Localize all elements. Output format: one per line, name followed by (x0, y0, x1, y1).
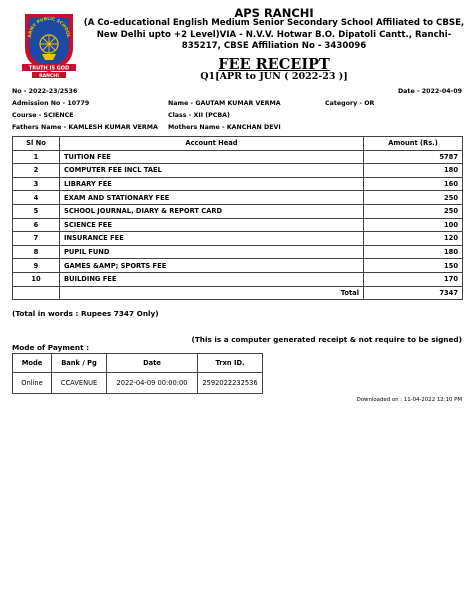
amount-cell: 250 (364, 191, 463, 205)
amount-cell: 250 (364, 204, 463, 218)
svg-text:RANCHI: RANCHI (39, 73, 59, 79)
sl-cell: 9 (13, 259, 60, 273)
payment-header-row (13, 354, 263, 373)
col-mode: Mode (13, 354, 52, 373)
amount-cell: 5787 (364, 150, 463, 164)
school-crest-logo (20, 8, 78, 80)
col-date: Date (107, 354, 198, 373)
amount-cell: 120 (364, 232, 463, 246)
sl-cell: 1 (13, 150, 60, 164)
svg-text:TRUTH IS GOD: TRUTH IS GOD (28, 65, 70, 72)
amount-cell: 100 (364, 218, 463, 232)
sl-cell: 10 (13, 272, 60, 286)
payment-row (13, 373, 263, 394)
col-trxn: Trxn ID. (198, 354, 263, 373)
col-sl-no: Sl No (13, 137, 60, 151)
school-name: APS RANCHI (234, 6, 314, 20)
total-in-words: (Total in words : Rupees 7347 Only) (12, 309, 159, 318)
mother-name: Mothers Name - KANCHAN DEVI (168, 124, 281, 131)
school-description: (A Co-educational English Medium Senior Secondary School Affiliated to CBSE, New Delhi upto +2 Level)VIA - N.V.V. Hotwar B.O. Dipatoli Cantt., Ranchi-835217, CBSE Affiliation No - 3430096 (83, 18, 465, 51)
receipt-period: Q1[APR to JUN ( 2022-23 )] (200, 71, 348, 82)
amount-cell: 160 (364, 177, 463, 191)
col-bank: Bank / Pg (52, 354, 107, 373)
total-label: Total (60, 286, 364, 300)
sl-cell: 2 (13, 164, 60, 178)
amount-cell: 170 (364, 272, 463, 286)
total-row (13, 286, 463, 300)
student-name: Name - GAUTAM KUMAR VERMA (168, 100, 281, 107)
total-amount: 7347 (364, 286, 463, 300)
head-cell: BUILDING FEE (60, 272, 364, 286)
fee-table-header (13, 137, 463, 151)
total-empty-cell (13, 286, 60, 300)
payment-mode: Online (13, 373, 52, 394)
payment-table (12, 353, 263, 394)
payment-mode-title: Mode of Payment : (12, 343, 90, 352)
table-row (13, 204, 463, 218)
head-cell: INSURANCE FEE (60, 232, 364, 246)
sl-cell: 4 (13, 191, 60, 205)
col-account-head: Account Head (60, 137, 364, 151)
receipt-number: No - 2022-23/2536 (12, 88, 78, 95)
head-cell: LIBRARY FEE (60, 177, 364, 191)
table-row (13, 218, 463, 232)
receipt-date: Date - 2022-04-09 (397, 88, 462, 95)
head-cell: SCHOOL JOURNAL, DIARY & REPORT CARD (60, 204, 364, 218)
table-row (13, 232, 463, 246)
amount-cell: 150 (364, 259, 463, 273)
receipt-title: FEE RECEIPT (218, 56, 330, 73)
head-cell: GAMES &AMP; SPORTS FEE (60, 259, 364, 273)
sl-cell: 5 (13, 204, 60, 218)
table-row (13, 150, 463, 164)
sl-cell: 3 (13, 177, 60, 191)
downloaded-on: Downloaded on : 11-04-2022 12:10 PM (356, 397, 462, 403)
table-row (13, 259, 463, 273)
head-cell: COMPUTER FEE INCL TAEL (60, 164, 364, 178)
fee-table (12, 136, 463, 300)
payment-bank: CCAVENUE (52, 373, 107, 394)
payment-trxn-id: 2592022232536 (198, 373, 263, 394)
head-cell: TUITION FEE (60, 150, 364, 164)
sl-cell: 8 (13, 245, 60, 259)
course: Course - SCIENCE (12, 112, 74, 119)
table-row (13, 164, 463, 178)
class: Class - XII (PCBA) (168, 112, 230, 119)
table-row (13, 245, 463, 259)
payment-date: 2022-04-09 00:00:00 (107, 373, 198, 394)
amount-cell: 180 (364, 245, 463, 259)
amount-cell: 180 (364, 164, 463, 178)
head-cell: EXAM AND STATIONARY FEE (60, 191, 364, 205)
computer-generated-note: (This is a computer generated receipt & not require to be signed) (191, 335, 462, 344)
table-row (13, 191, 463, 205)
admission-number: Admission No - 10779 (12, 100, 90, 107)
head-cell: SCIENCE FEE (60, 218, 364, 232)
student-category: Category - OR (325, 100, 375, 107)
table-row (13, 272, 463, 286)
sl-cell: 7 (13, 232, 60, 246)
head-cell: PUPIL FUND (60, 245, 364, 259)
svg-text:ARMY PUBLIC SCHOOL: ARMY PUBLIC SCHOOL (27, 16, 71, 39)
sl-cell: 6 (13, 218, 60, 232)
col-amount: Amount (Rs.) (364, 137, 463, 151)
father-name: Fathers Name - KAMLESH KUMAR VERMA (12, 124, 158, 131)
table-row (13, 177, 463, 191)
